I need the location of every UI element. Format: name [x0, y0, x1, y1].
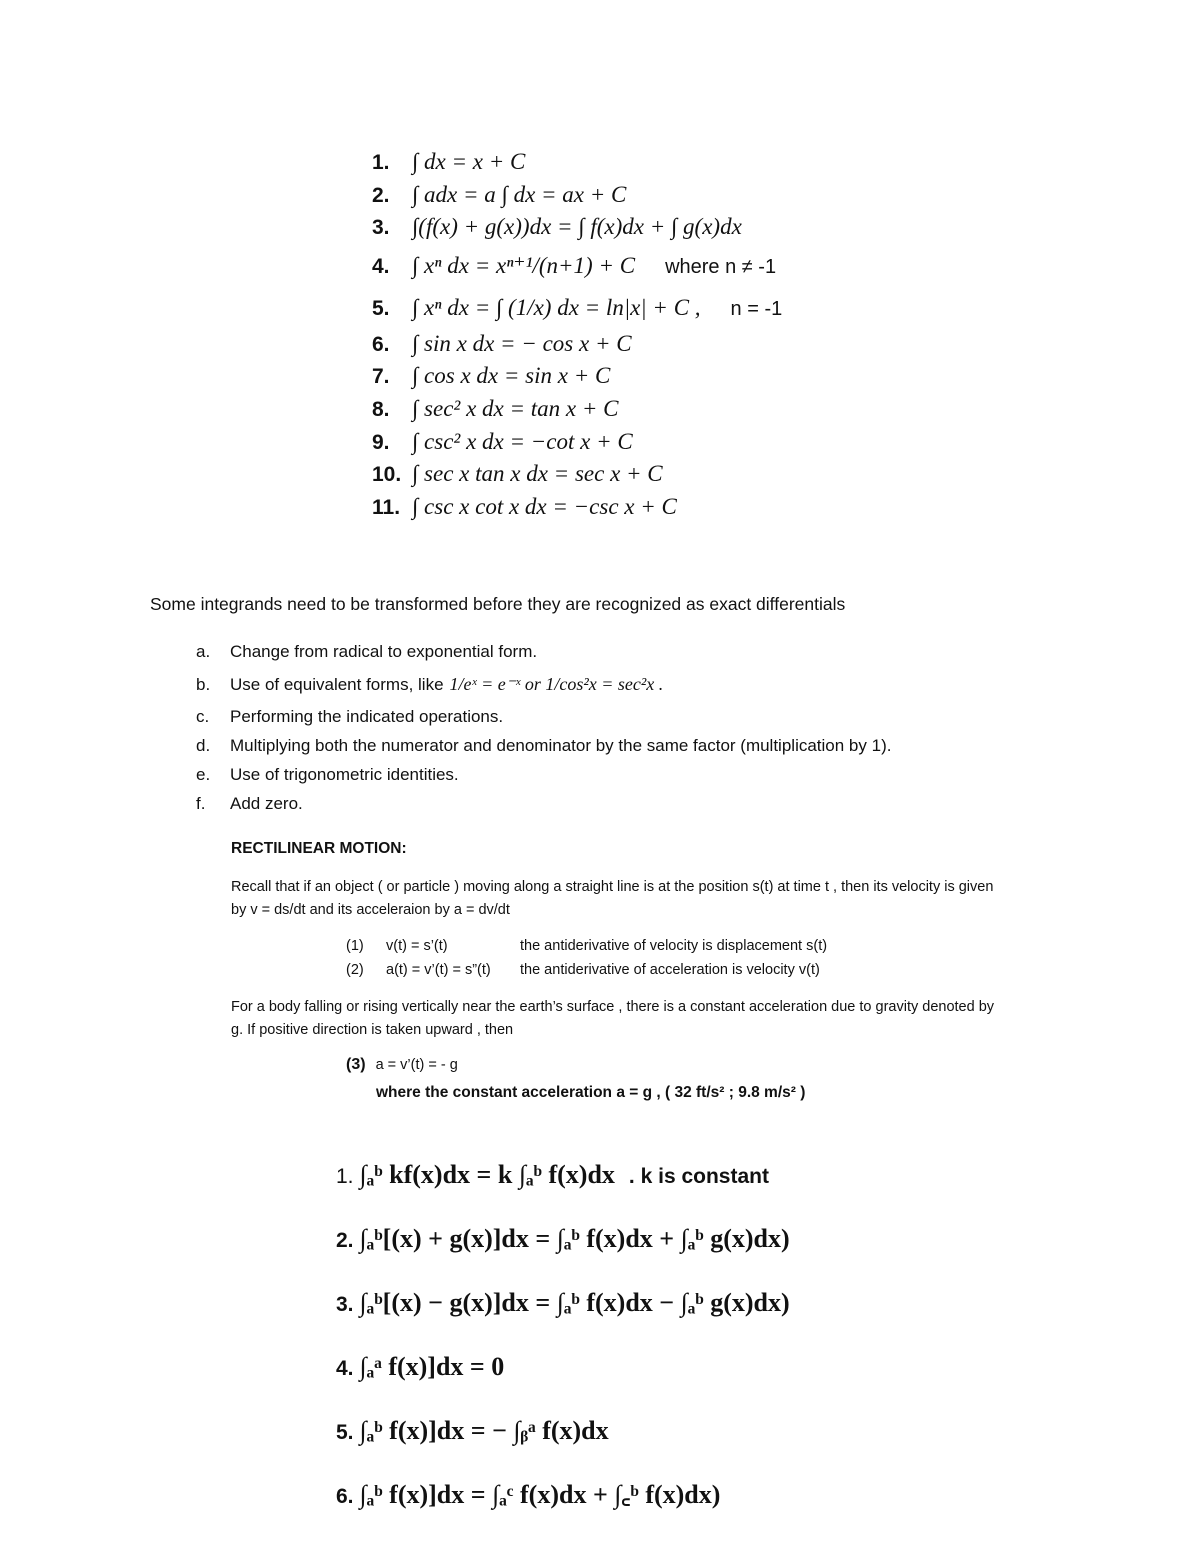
- intro-paragraph: Some integrands need to be transformed before they are recognized as exact differentials: [150, 594, 846, 614]
- list-text: Use of equivalent forms, like: [230, 675, 444, 694]
- equation-row: [346, 935, 827, 959]
- equation-number: (2): [346, 961, 364, 978]
- rule-number: 2.: [336, 1229, 354, 1252]
- formula-expression: ∫ csc² x dx = −cot x + C: [412, 428, 633, 454]
- equation-expression: a(t) = v’(t) = s”(t): [386, 961, 491, 978]
- formula-condition: n = -1: [730, 297, 783, 320]
- equation-row: [346, 959, 827, 983]
- formula-row: [372, 146, 782, 179]
- list-item: [196, 637, 891, 666]
- rule-number: 5.: [336, 1421, 354, 1444]
- list-item: [196, 666, 891, 702]
- formula-expression: ∫(f(x) + g(x))dx = ∫ f(x)dx + ∫ g(x)dx: [412, 214, 742, 240]
- recall-paragraph: Recall that if an object ( or particle ) moving along a straight line is at the position s(t) at time t , then its velocity is given by v = ds/dt and its acceleraion by a = dv/dt: [231, 879, 994, 918]
- list-text: Use of trigonometric identities.: [230, 765, 459, 784]
- formula-number: 2.: [372, 183, 390, 207]
- rule-number: 1.: [336, 1165, 354, 1188]
- gravity-constant-note: where the constant acceleration a = g , ( 32 ft/s² ; 9.8 m/s² ): [376, 1084, 806, 1101]
- rule-row: [336, 1271, 790, 1335]
- rule-number: 3.: [336, 1293, 354, 1316]
- formula-expression: ∫ cos x dx = sin x + C: [412, 363, 611, 389]
- list-item: [196, 702, 891, 731]
- list-letter: d.: [196, 736, 211, 755]
- formula-row: [372, 288, 782, 328]
- gravity-paragraph: For a body falling or rising vertically near the earth’s surface , there is a constant acceleration due to gravity denoted by g. If positive direction is taken upward , then: [231, 999, 995, 1038]
- formula-number: 1.: [372, 151, 390, 174]
- list-text: Add zero.: [230, 794, 303, 813]
- rule-row: [336, 1207, 790, 1271]
- rule-number: 4.: [336, 1357, 354, 1380]
- formula-number: 9.: [372, 430, 390, 454]
- rule-expression: ∫ₐᵇ[(x) + g(x)]dx = ∫ₐᵇ f(x)dx + ∫ₐᵇ g(x)dx): [359, 1224, 790, 1253]
- equation-number: (1): [346, 938, 364, 954]
- equation-expression: a = v’(t) = - g: [375, 1057, 458, 1073]
- formula-row: [372, 211, 782, 244]
- equation-description: the antiderivative of acceleration is velocity v(t): [520, 961, 820, 978]
- definite-integral-rules: [336, 1143, 790, 1527]
- equation-number: (3): [346, 1056, 366, 1073]
- formula-row: [372, 426, 782, 459]
- list-letter: b.: [196, 675, 211, 694]
- rule-expression: ∫ₐᵇ[(x) − g(x)]dx = ∫ₐᵇ f(x)dx − ∫ₐᵇ g(x)dx): [359, 1288, 790, 1317]
- list-item: [196, 789, 891, 818]
- formula-number: 7.: [372, 365, 390, 389]
- formula-number: 3.: [372, 216, 390, 240]
- rule-expression: ∫ₐᵇ kf(x)dx = k ∫ₐᵇ f(x)dx: [359, 1160, 615, 1189]
- list-letter: a.: [196, 642, 211, 661]
- formula-number: 6.: [372, 332, 390, 356]
- section-heading: RECTILINEAR MOTION:: [231, 840, 407, 857]
- equation-expression: v(t) = s’(t): [386, 938, 448, 954]
- rule-number: 6.: [336, 1485, 354, 1508]
- rule-row: [336, 1399, 790, 1463]
- rule-row: [336, 1143, 790, 1207]
- rule-expression: ∫ₐᵇ f(x)]dx = ∫ₐᶜ f(x)dx + ∫꜀ᵇ f(x)dx): [359, 1480, 721, 1509]
- formula-expression: ∫ sin x dx = − cos x + C: [412, 330, 632, 356]
- rule-row: [336, 1463, 790, 1527]
- formula-row: [372, 458, 782, 491]
- list-letter: e.: [196, 765, 211, 784]
- formula-expression: ∫ adx = a ∫ dx = ax + C: [412, 181, 627, 207]
- list-item: [196, 760, 891, 789]
- formula-row: [372, 244, 782, 288]
- formula-expression: ∫ xⁿ dx = ∫ (1/x) dx = ln|x| + C ,: [412, 294, 701, 320]
- list-text: Change from radical to exponential form.: [230, 642, 538, 661]
- rule-expression: ∫ₐᵇ f(x)]dx = − ∫ᵦᵃ f(x)dx: [359, 1416, 609, 1445]
- formula-condition: where n ≠ -1: [665, 255, 777, 278]
- gravity-equation: [346, 1056, 458, 1074]
- list-letter: c.: [196, 707, 210, 726]
- formula-expression: ∫ sec² x dx = tan x + C: [412, 395, 619, 421]
- formula-expression: ∫ dx = x + C: [412, 149, 526, 174]
- formula-number: 10.: [372, 463, 402, 487]
- basic-integral-list: [372, 146, 782, 523]
- formula-row: [372, 393, 782, 426]
- formula-expression: ∫ sec x tan x dx = sec x + C: [412, 461, 663, 487]
- rule-row: [336, 1335, 790, 1399]
- formula-row: [372, 360, 782, 393]
- formula-number: 5.: [372, 296, 390, 320]
- formula-number: 4.: [372, 254, 390, 278]
- formula-row: [372, 179, 782, 212]
- list-item: [196, 731, 891, 760]
- formula-number: 8.: [372, 397, 390, 421]
- formula-number: 11.: [372, 495, 401, 519]
- list-text: Performing the indicated operations.: [230, 707, 504, 726]
- list-letter: f.: [196, 794, 206, 813]
- rule-expression: ∫ₐᵃ f(x)]dx = 0: [359, 1352, 505, 1381]
- formula-expression: ∫ xⁿ dx = xⁿ⁺¹/(n+1) + C: [412, 252, 636, 278]
- formula-expression: ∫ csc x cot x dx = −csc x + C: [412, 493, 677, 519]
- formula-row: [372, 328, 782, 361]
- transformation-list: [196, 637, 891, 818]
- formula-row: [372, 491, 782, 524]
- list-math: 1/eˣ = e⁻ˣ or 1/cos²x = sec²x .: [449, 674, 664, 694]
- motion-equations: [346, 935, 827, 982]
- list-text: Multiplying both the numerator and denominator by the same factor (multiplication by 1).: [230, 736, 892, 755]
- equation-description: the antiderivative of velocity is displacement s(t): [520, 938, 828, 954]
- rule-note: . k is constant: [628, 1165, 769, 1188]
